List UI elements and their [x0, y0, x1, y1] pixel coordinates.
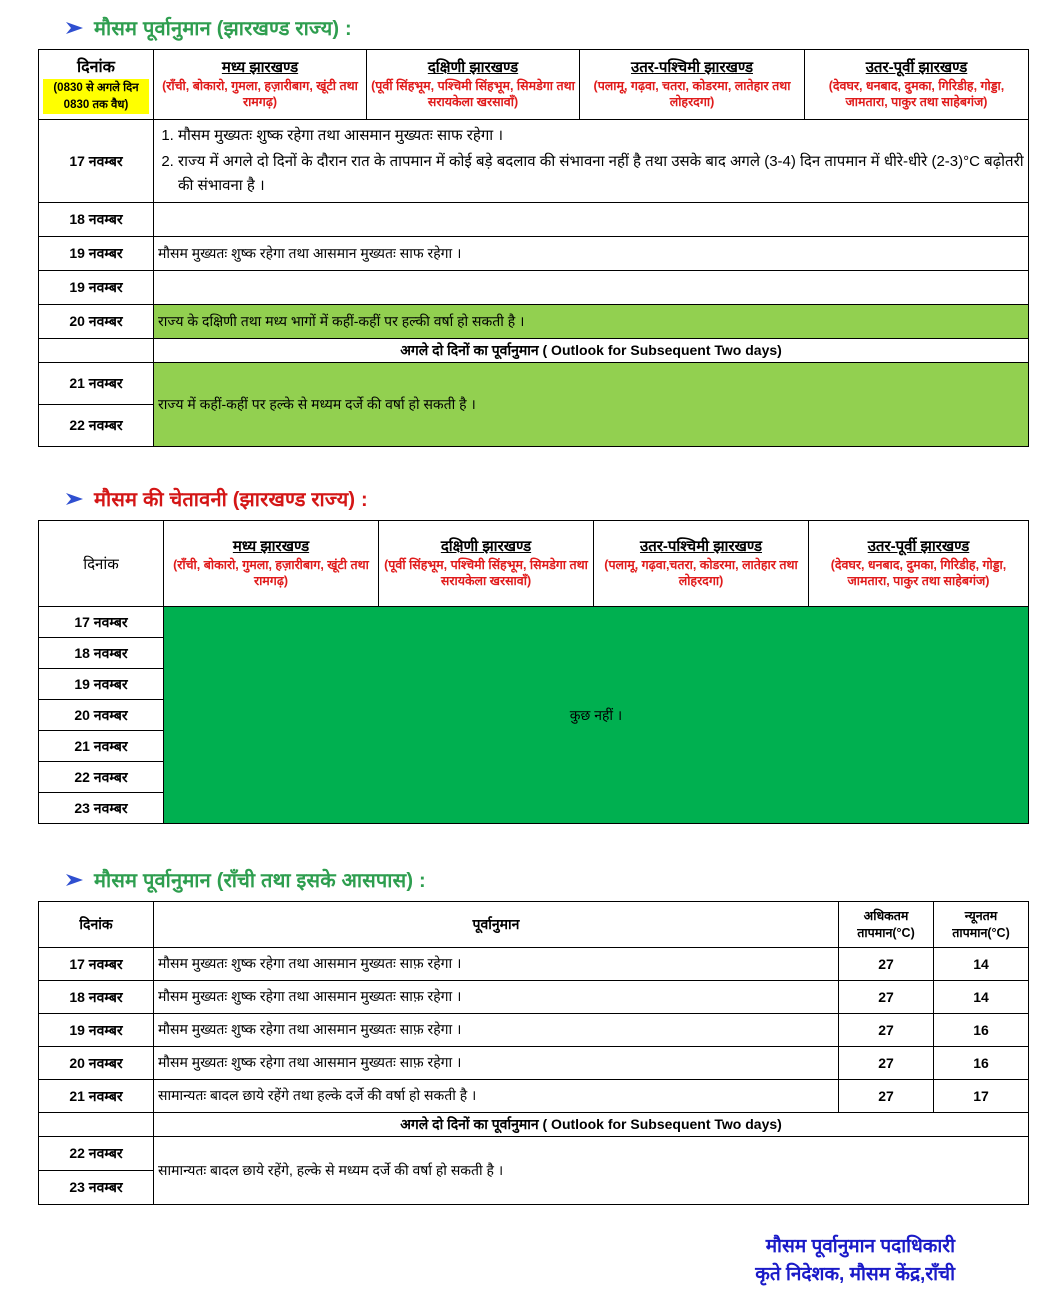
table-row — [39, 1047, 1029, 1080]
zone-districts-south: (पूर्वी सिंहभूम, पश्चिमी सिंहभूम, सिमडेगा तथा सरायकेला खरसावाँ) — [371, 78, 575, 109]
outlook-label-state: अगले दो दिनों का पूर्वानुमान ( Outlook for Subsequent Two days) — [154, 339, 1029, 363]
date-column-label: दिनांक — [77, 58, 115, 76]
date-cell-21nov: 21 नवम्बर — [39, 363, 154, 405]
ranchi-tmin-21nov: 17 — [934, 1080, 1029, 1113]
forecast-cell-18nov — [154, 203, 1029, 237]
ranchi-tmin-19nov: 16 — [934, 1014, 1029, 1047]
header-cell-forecast: पूर्वानुमान — [154, 902, 839, 948]
section-heading-state-warning — [0, 485, 1050, 512]
tmin-label: न्यूनतम तापमान(°C) — [952, 909, 1010, 940]
zone-name-northeast: उतर-पूर्वी झारखण्ड — [867, 537, 970, 555]
date-cell-19nov-a: 19 नवम्बर — [39, 237, 154, 271]
signature-line-office: कृते निदेशक, मौसम केंद्र,राँची — [755, 1263, 955, 1285]
zone-districts-south: (पूर्वी सिंहभूम, पश्चिमी सिंहभूम, सिमडेगा तथा सरायकेला खरसावाँ) — [384, 557, 588, 588]
outlook-header-row — [39, 339, 1029, 363]
arrow-bullet-icon — [64, 20, 86, 36]
ranchi-tmax-17nov: 27 — [839, 948, 934, 981]
table-row — [39, 237, 1029, 271]
table-state-warning — [38, 520, 1029, 824]
header-cell-zone-northeast — [805, 50, 1029, 120]
ranchi-tmax-21nov: 27 — [839, 1080, 934, 1113]
zone-name-northwest: उतर-पश्चिमी झारखण्ड — [630, 58, 753, 76]
table-row — [39, 271, 1029, 305]
warning-date-18nov: 18 नवम्बर — [39, 638, 164, 669]
header-cell-date — [39, 50, 154, 120]
table-row — [39, 1137, 1029, 1171]
tmax-label: अधिकतम तापमान(°C) — [857, 909, 915, 940]
table-row — [39, 1014, 1029, 1047]
header-cell-tmin — [934, 902, 1029, 948]
ranchi-tmin-17nov: 14 — [934, 948, 1029, 981]
ranchi-date-17nov: 17 नवम्बर — [39, 948, 154, 981]
ranchi-tmax-18nov: 27 — [839, 981, 934, 1014]
header-cell-zone-northwest — [580, 50, 805, 120]
section-heading-state-forecast — [0, 14, 1050, 41]
header-cell-zone-northwest — [594, 521, 809, 607]
outlook-spacer-cell — [39, 1113, 154, 1137]
zone-name-northwest: उतर-पश्चिमी झारखण्ड — [639, 537, 762, 555]
forecast-cell-19nov-b — [154, 271, 1029, 305]
zone-districts-central: (राँची, बोकारो, गुमला, हज़ारीबाग, खूंटी तथा रामगढ़) — [162, 78, 358, 109]
ranchi-date-21nov: 21 नवम्बर — [39, 1080, 154, 1113]
ranchi-date-18nov: 18 नवम्बर — [39, 981, 154, 1014]
forecast-list-item: 2. राज्य में अगले दो दिनों के दौरान रात के तापमान में कोई बड़े बदलाव की संभावना नहीं है तथा उसके बाद अगले (3-4) दिन तापमान में धीरे-धीरे (2-3)°C बढ़ोतरी की संभावना है । — [178, 150, 1024, 198]
ranchi-forecast-19nov: मौसम मुख्यतः शुष्क रहेगा तथा आसमान मुख्यतः साफ़ रहेगा । — [154, 1014, 839, 1047]
warning-date-23nov: 23 नवम्बर — [39, 793, 164, 824]
warning-date-17nov: 17 नवम्बर — [39, 607, 164, 638]
table-header-row — [39, 521, 1029, 607]
signature-line-designation: मौसम पूर्वानुमान पदाधिकारी — [765, 1236, 955, 1257]
table-header-row — [39, 50, 1029, 120]
date-validity-note: (0830 से अगले दिन 0830 तक वैध) — [43, 79, 149, 114]
header-cell-zone-south — [379, 521, 594, 607]
table-row — [39, 948, 1029, 981]
ranchi-tmin-20nov: 16 — [934, 1047, 1029, 1080]
zone-name-central: मध्य झारखण्ड — [221, 58, 299, 76]
outlook-label-ranchi: अगले दो दिनों का पूर्वानुमान ( Outlook for Subsequent Two days) — [154, 1113, 1029, 1137]
warning-date-20nov: 20 नवम्बर — [39, 700, 164, 731]
header-cell-zone-northeast — [809, 521, 1029, 607]
zone-name-south: दक्षिणी झारखण्ड — [440, 537, 532, 555]
outlook-header-row — [39, 1113, 1029, 1137]
ranchi-tmin-18nov: 14 — [934, 981, 1029, 1014]
date-cell-18nov: 18 नवम्बर — [39, 203, 154, 237]
forecast-cell-17nov — [154, 120, 1029, 203]
header-cell-zone-south — [367, 50, 580, 120]
zone-districts-central: (राँची, बोकारो, गुमला, हज़ारीबाग, खूंटी तथा रामगढ़) — [173, 557, 369, 588]
ranchi-forecast-20nov: मौसम मुख्यतः शुष्क रहेगा तथा आसमान मुख्यतः साफ़ रहेगा । — [154, 1047, 839, 1080]
forecast-cell-19nov-a: मौसम मुख्यतः शुष्क रहेगा तथा आसमान मुख्यतः साफ रहेगा । — [154, 237, 1029, 271]
table-row — [39, 981, 1029, 1014]
ranchi-date-22nov: 22 नवम्बर — [39, 1137, 154, 1171]
date-cell-19nov-b: 19 नवम्बर — [39, 271, 154, 305]
zone-districts-northeast: (देवघर, धनबाद, दुमका, गिरिडीह, गोड्डा, जामतारा, पाकुर तथा साहेबगंज) — [828, 78, 1005, 109]
ranchi-tmax-19nov: 27 — [839, 1014, 934, 1047]
section-title-state-warning: मौसम की चेतावनी (झारखण्ड राज्य) : — [94, 489, 368, 511]
arrow-bullet-icon — [64, 872, 86, 888]
table-header-row — [39, 902, 1029, 948]
header-cell-tmax — [839, 902, 934, 948]
table-ranchi-forecast — [38, 901, 1029, 1205]
arrow-bullet-icon — [64, 491, 86, 507]
header-cell-zone-central — [164, 521, 379, 607]
ranchi-date-19nov: 19 नवम्बर — [39, 1014, 154, 1047]
ranchi-tmax-20nov: 27 — [839, 1047, 934, 1080]
header-cell-date: दिनांक — [39, 902, 154, 948]
zone-districts-northwest: (पलामू, गढ़वा,चतरा, कोडरमा, लातेहार तथा लोहरदगा) — [604, 557, 798, 588]
ranchi-forecast-21nov: सामान्यतः बादल छाये रहेंगे तथा हल्के दर्जे की वर्षा हो सकती है । — [154, 1080, 839, 1113]
table-row — [39, 607, 1029, 638]
warning-text-cell: कुछ नहीं । — [164, 607, 1029, 824]
table-row — [39, 1080, 1029, 1113]
date-column-label: दिनांक — [83, 555, 119, 573]
ranchi-forecast-18nov: मौसम मुख्यतः शुष्क रहेगा तथा आसमान मुख्यतः साफ़ रहेगा । — [154, 981, 839, 1014]
date-cell-17nov: 17 नवम्बर — [39, 120, 154, 203]
ranchi-date-20nov: 20 नवम्बर — [39, 1047, 154, 1080]
warning-date-21nov: 21 नवम्बर — [39, 731, 164, 762]
weather-bulletin-page — [0, 14, 1050, 1294]
section-title-state-forecast: मौसम पूर्वानुमान (झारखण्ड राज्य) : — [94, 18, 352, 40]
warning-date-19nov: 19 नवम्बर — [39, 669, 164, 700]
table-row — [39, 120, 1029, 203]
outlook-spacer-cell — [39, 339, 154, 363]
table-row — [39, 363, 1029, 405]
date-cell-20nov: 20 नवम्बर — [39, 305, 154, 339]
warning-date-22nov: 22 नवम्बर — [39, 762, 164, 793]
outlook-text-ranchi: सामान्यतः बादल छाये रहेंगे, हल्के से मध्यम दर्जे की वर्षा हो सकती है । — [154, 1137, 1029, 1205]
date-cell-22nov: 22 नवम्बर — [39, 405, 154, 447]
zone-districts-northeast: (देवघर, धनबाद, दुमका, गिरिडीह, गोड्डा, जामतारा, पाकुर तथा साहेबगंज) — [830, 557, 1007, 588]
zone-name-northeast: उतर-पूर्वी झारखण्ड — [865, 58, 968, 76]
zone-districts-northwest: (पलामू, गढ़वा, चतरा, कोडरमा, लातेहार तथा लोहरदगा) — [593, 78, 791, 109]
zone-name-central: मध्य झारखण्ड — [232, 537, 310, 555]
table-row — [39, 203, 1029, 237]
table-row — [39, 305, 1029, 339]
forecast-list-item: 1. मौसम मुख्यतः शुष्क रहेगा तथा आसमान मुख्यतः साफ रहेगा । — [178, 124, 1024, 148]
header-cell-date — [39, 521, 164, 607]
forecast-cell-20nov: राज्य के दक्षिणी तथा मध्य भागों में कहीं-कहीं पर हल्की वर्षा हो सकती है । — [154, 305, 1029, 339]
table-state-forecast — [38, 49, 1029, 447]
outlook-text-state: राज्य में कहीं-कहीं पर हल्के से मध्यम दर्जे की वर्षा हो सकती है । — [154, 363, 1029, 447]
section-title-ranchi-forecast: मौसम पूर्वानुमान (राँची तथा इसके आसपास) : — [94, 870, 426, 892]
forecast-list — [158, 124, 1024, 198]
ranchi-forecast-17nov: मौसम मुख्यतः शुष्क रहेगा तथा आसमान मुख्यतः साफ़ रहेगा । — [154, 948, 839, 981]
section-heading-ranchi-forecast — [0, 866, 1050, 893]
header-cell-zone-central — [154, 50, 367, 120]
zone-name-south: दक्षिणी झारखण्ड — [427, 58, 519, 76]
ranchi-date-23nov: 23 नवम्बर — [39, 1171, 154, 1205]
